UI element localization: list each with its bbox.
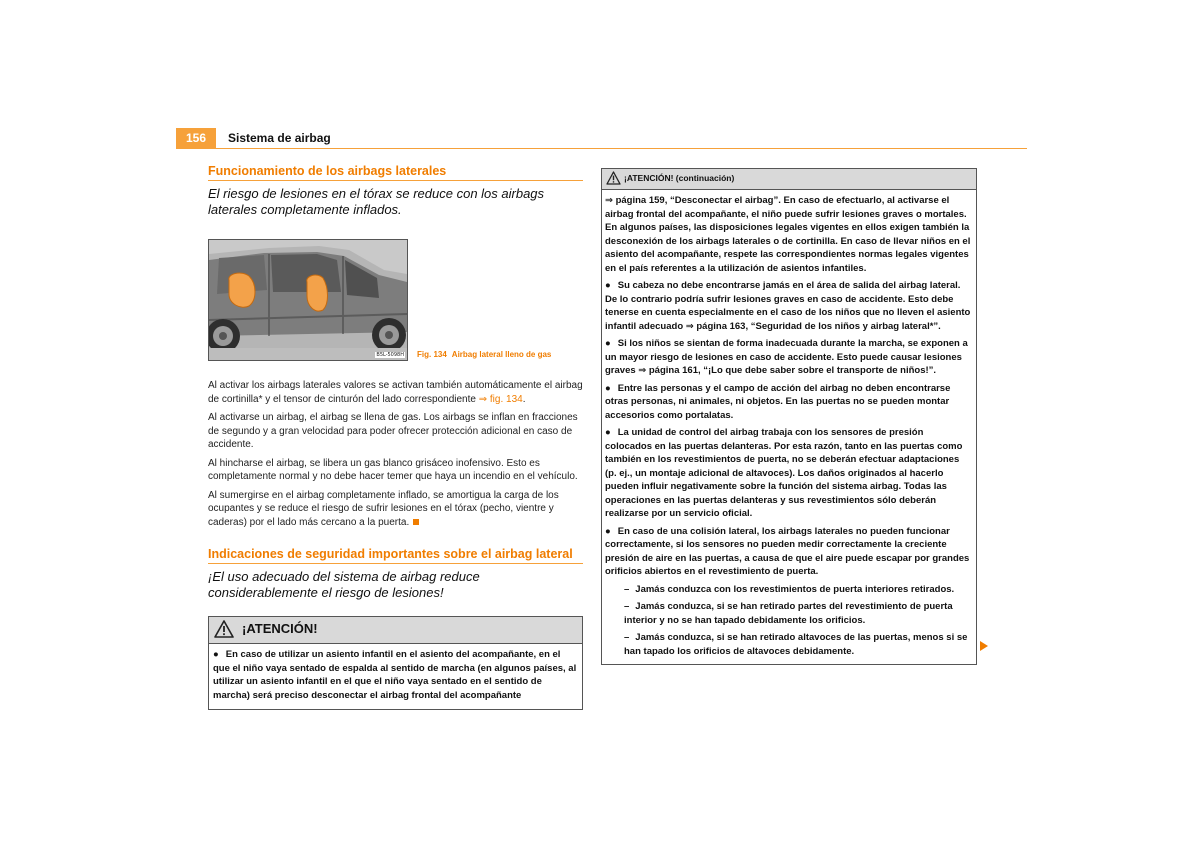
warning-bullet xyxy=(605,337,973,378)
warning-bullet-text: En caso de una colisión lateral, los airbags laterales no pueden funcionar correctamente, si los sensores no pueden medir correctamente la creciente presión de aire en las puertas, a causa de que el aire puede escapar por grandes orificios abiertos en el revestimiento de puerta. xyxy=(605,525,970,577)
paragraph-text: Al sumergirse en el airbag completamente inflado, se amortigua la carga de los ocupantes y se reduce el riesgo de sufrir lesiones en el tórax (pecho, vientre y caderas) por el lado más cercano a la puerta. xyxy=(208,489,559,528)
warning-bullet xyxy=(605,525,973,579)
section-safety-instructions xyxy=(208,547,583,710)
warning-box xyxy=(208,616,583,710)
warning-triangle-icon xyxy=(606,171,621,190)
end-of-section-square-icon xyxy=(413,519,419,525)
warning-dash-item xyxy=(624,631,973,658)
warning-dash-item xyxy=(624,600,973,627)
section-lead: ¡El uso adecuado del sistema de airbag reduce considerablemente el riesgo de lesiones! xyxy=(208,569,480,600)
warning-dash-text: Jamás conduzca, si se han retirado altavoces de las puertas, menos si se han tapado los orificios de altavoces debidamente. xyxy=(624,632,968,657)
left-column xyxy=(208,164,583,710)
warning-dash-text: Jamás conduzca, si se han retirado partes del revestimiento de puerta interior y no se han tapado debidamente los orificios. xyxy=(624,601,953,626)
continuation-paragraph: ⇒ página 159, “Desconectar el airbag”. En caso de efectuarlo, al activarse el airbag frontal del acompañante, el niño puede sufrir lesiones graves o mortales. En algunos países, las disposiciones legales vigentes en ellos exigen también la desconexión de los airbags laterales o de cortinilla. En caso de llevar niños en el asiento del acompañante, respete las correspondientes normas legales vigentes en el país referentes a la utilización de asientos infantiles. xyxy=(605,195,971,274)
chapter-title: Sistema de airbag xyxy=(228,131,331,145)
section-title-safety: Indicaciones de seguridad importantes sobre el airbag lateral xyxy=(208,547,583,564)
figure-134 xyxy=(208,239,583,361)
warning-continuation-title: ¡ATENCIÓN! (continuación) xyxy=(624,173,735,183)
section1-body xyxy=(208,379,583,529)
bullet-symbol: ● xyxy=(605,338,611,349)
warning-body xyxy=(209,644,582,709)
warning-triangle-icon xyxy=(214,620,234,643)
warning-bullet-text: Si los niños se sientan de forma inadecuada durante la marcha, se exponen a un mayor riesgo de lesiones en caso de accidente. Esto puede causar lesiones graves ⇒ página 161, “¡Lo que debe saber sobre el transporte de niños!”. xyxy=(605,338,968,376)
figure-caption xyxy=(417,350,551,359)
warning-bullet xyxy=(605,426,973,521)
paragraph-text: Al activar los airbags laterales valores se activan también automáticamente el airbag de cortinilla* y el tensor de cinturón del lado correspondiente xyxy=(208,380,583,405)
body-paragraph xyxy=(208,489,583,530)
section-title-side-airbags: Funcionamiento de los airbags laterales xyxy=(208,164,583,181)
warning-bullet-text: Entre las personas y el campo de acción del airbag no deben encontrarse otras personas, ni animales, ni objetos. En las puertas no se pueden montar accesorios como portalatas. xyxy=(605,382,951,421)
dash-symbol: – xyxy=(624,632,630,643)
bullet-symbol: ● xyxy=(605,427,611,438)
bullet-symbol: ● xyxy=(605,525,611,537)
paragraph-end: . xyxy=(522,393,526,405)
warning-bullet xyxy=(605,279,973,333)
bullet-symbol: ● xyxy=(213,649,219,660)
warning-bullet-text: Su cabeza no debe encontrarse jamás en el área de salida del airbag lateral. De lo contrario podría sufrir lesiones graves en caso de accidente. Esto debe tenerse en cuenta especialmente en el caso de los niños que no lleven el asiento infantil adecuado ⇒ página 163, “Seguridad de los niños y airbag lateral*”. xyxy=(605,280,971,332)
body-paragraph: Al hincharse el airbag, se libera un gas blanco grisáceo inofensivo. Esto es completamente normal y no debe hacer temer que haya un incendio en el vehículo. xyxy=(208,457,578,482)
next-page-arrow-icon[interactable] xyxy=(980,641,988,651)
body-paragraph xyxy=(208,379,583,406)
figure-code: B5L-5098H xyxy=(376,352,404,358)
bullet-symbol: ● xyxy=(605,280,611,291)
bullet-symbol: ● xyxy=(605,382,611,394)
figure-caption-number: Fig. 134 xyxy=(417,350,447,359)
warning-dash-item xyxy=(624,583,973,597)
warning-header xyxy=(209,617,582,644)
figure-caption-text: Airbag lateral lleno de gas xyxy=(451,350,552,359)
header-divider xyxy=(176,148,1027,149)
figure-reference-link[interactable]: ⇒ fig. 134 xyxy=(478,393,523,405)
warning-bullet-text: La unidad de control del airbag trabaja con los sensores de presión colocados en las puertas delanteras. Por esta razón, tanto en las puertas como también en los revestimientos de puerta, no se deberán efectuar adaptaciones (p. ej., un montaje adicional de altavoces). Los daños originados al hacerlo pueden influir negativamente sobre la función del sistema airbag. Todas las operaciones en las puertas delanteras y sus revestimientos sólo deberán realizarse por un servicio oficial. xyxy=(605,427,963,519)
dash-symbol: – xyxy=(624,583,630,595)
warning-bullet xyxy=(605,382,973,423)
warning-dash-text: Jamás conduzca con los revestimientos de puerta interiores retirados. xyxy=(635,583,955,595)
warning-continuation-box xyxy=(601,168,977,665)
section-lead: El riesgo de lesiones en el tórax se reduce con los airbags laterales completamente inflados. xyxy=(208,186,545,217)
figure-image xyxy=(208,239,408,361)
warning-continuation-header xyxy=(602,169,976,190)
warning-continuation-body xyxy=(602,190,976,664)
body-paragraph: Al activarse un airbag, el airbag se llena de gas. Los airbags se inflan en fracciones de segundo y a gran velocidad para poder ofrecer protección adicional en caso de accidente. xyxy=(208,412,578,450)
dash-symbol: – xyxy=(624,601,630,612)
warning-bullet-text: En caso de utilizar un asiento infantil en el asiento del acompañante, en el que el niño vaya sentado de espalda al sentido de marcha (en algunos países, al utilizar un asiento infantil en el que el niño vaya sentado en el sentido de marcha) será preciso desconectar el airbag frontal del acompañante xyxy=(213,649,577,701)
car-side-airbag-illustration xyxy=(209,240,407,360)
warning-bullet xyxy=(213,648,578,702)
page-number: 156 xyxy=(176,128,216,149)
warning-title: ¡ATENCIÓN! xyxy=(242,621,318,636)
